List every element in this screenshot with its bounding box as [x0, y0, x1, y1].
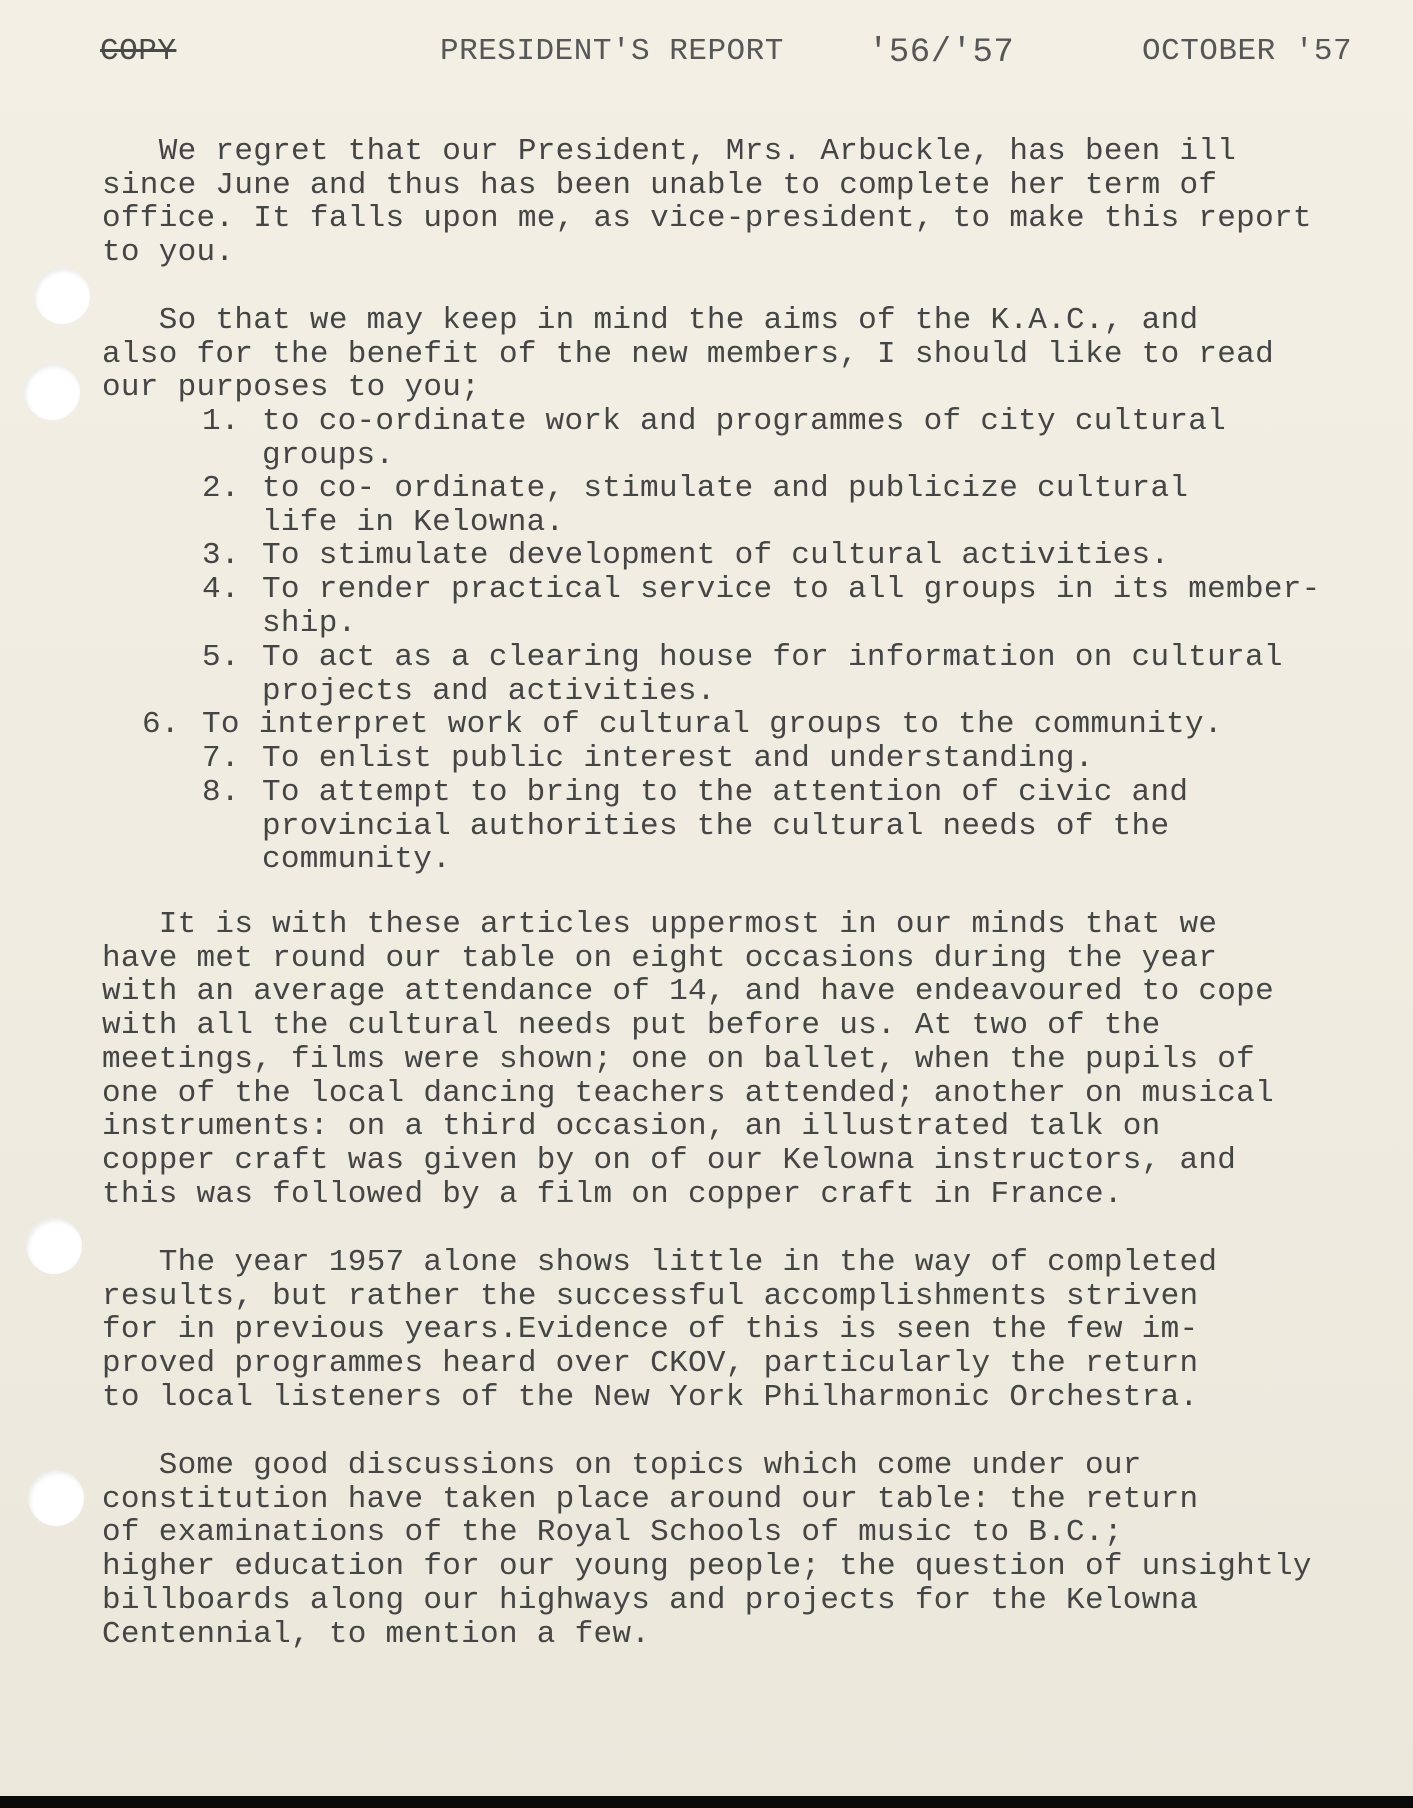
paragraph-intro: We regret that our President, Mrs. Arbuckle, has been ill since June and thus has been unable to complete her term of office. It falls upon me, as vice-president, to make this report to you.: [102, 134, 1312, 271]
list-number: 1.: [202, 404, 240, 439]
punch-hole: [34, 268, 90, 324]
list-number: 8.: [202, 775, 240, 810]
punch-hole: [26, 1218, 82, 1274]
paragraph-discussions: Some good discussions on topics which come under our constitution have taken place around our table: the return of examinations of the Royal Schools of music to B.C.; higher education for our young people; the question of unsightly billboards along our highways and projects for the Kelowna Centennial, to mention a few.: [102, 1448, 1312, 1652]
list-text: to co-ordinate work and programmes of city cultural groups.: [262, 404, 1227, 473]
list-item: [202, 775, 1189, 911]
list-text: To interpret work of cultural groups to the community.: [202, 707, 1223, 742]
list-text: To enlist public interest and understanding.: [262, 741, 1094, 776]
scan-edge: [0, 1796, 1413, 1808]
report-date: OCTOBER '57: [1142, 34, 1353, 69]
punch-hole: [28, 1470, 84, 1526]
list-number: 7.: [202, 741, 240, 776]
page-header: [0, 34, 1413, 74]
list-text: To stimulate development of cultural activities.: [262, 538, 1170, 573]
paragraph-meetings: It is with these articles uppermost in our minds that we have met round our table on eight occasions during the year with an average attendance of 14, and have endeavoured to cope with all the cultural needs put before us. At two of the meetings, films were shown; one on ballet, when the pupils of one of the local dancing teachers attended; another on musical instruments: on a third occasion, an illustrated talk on copper craft was given by on of our Kelowna instructors, and this was followed by a film on copper craft in France.: [102, 907, 1274, 1212]
report-years: '56/'57: [868, 34, 1015, 72]
list-number: 3.: [202, 538, 240, 573]
list-number: 2.: [202, 471, 240, 506]
list-text: to co- ordinate, stimulate and publicize cultural life in Kelowna.: [262, 471, 1189, 540]
list-text: To act as a clearing house for information on cultural projects and activities.: [262, 640, 1283, 709]
struck-copy-mark: COPY: [100, 34, 177, 69]
list-text: To render practical service to all groups in its member- ship.: [262, 572, 1321, 641]
paragraph-results: The year 1957 alone shows little in the way of completed results, but rather the successful accomplishments striven for in previous years.Evidence of this is seen the few im- proved programmes heard over CKOV, particularly the return to local listeners of the New York Philharmonic Orchestra.: [102, 1245, 1218, 1415]
punch-hole: [24, 364, 80, 420]
paragraph-aims: So that we may keep in mind the aims of the K.A.C., and also for the benefit of the new members, I should like to read our purposes to you;: [102, 303, 1274, 406]
report-title: PRESIDENT'S REPORT: [440, 34, 784, 69]
list-number: 4.: [202, 572, 240, 607]
list-number: 5.: [202, 640, 240, 675]
list-text: To attempt to bring to the attention of civic and provincial authorities the cultural needs of the community.: [262, 775, 1189, 878]
list-number: 6.: [142, 707, 180, 742]
